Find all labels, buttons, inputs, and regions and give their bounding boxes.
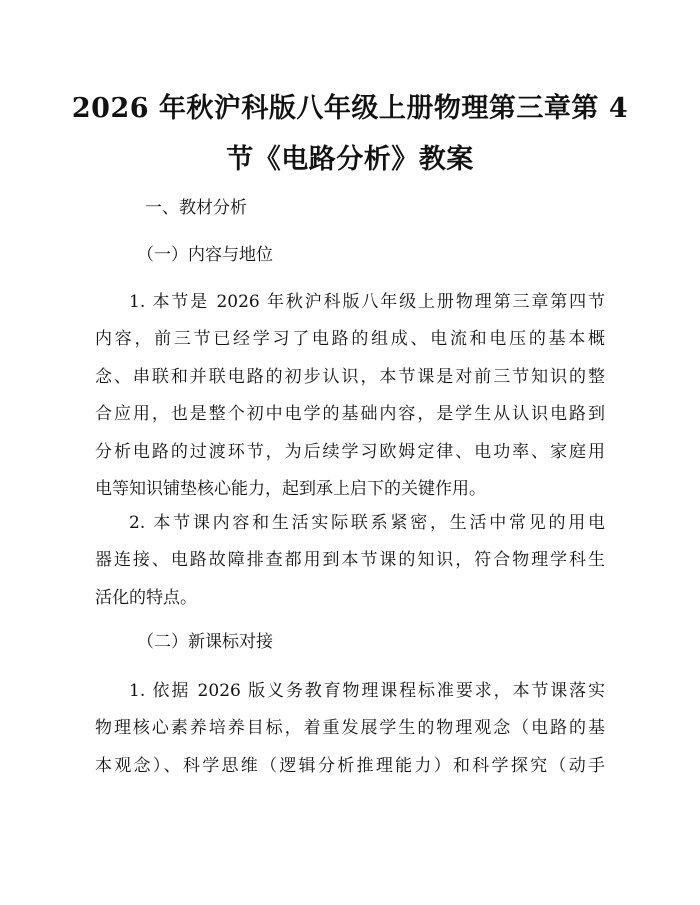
paragraph-line: 2. 本节课内容和生活实际联系紧密，生活中常见的用电: [129, 513, 605, 533]
paragraph-line: 1. 依据 2026 版义务教育物理课程标准要求，本节课落实: [129, 681, 605, 701]
paragraph-line: 电等知识铺垫核心能力，起到承上启下的关键作用。: [95, 479, 486, 500]
paragraph-line: 本观念）、科学思维（逻辑分析推理能力）和科学探究（动手: [95, 755, 605, 776]
paragraph-content-position-1: [95, 284, 605, 508]
section-heading-textbook-analysis: 一、教材分析: [145, 198, 247, 218]
paragraph-line: 1. 本节是 2026 年秋沪科版八年级上册物理第三章第四节: [129, 292, 605, 312]
paragraph-line: 合应用，也是整个初中电学的基础内容，是学生从认识电路到: [95, 404, 605, 425]
paragraph-line: 分析电路的过渡环节，为后续学习欧姆定律、电功率、家庭用: [95, 441, 605, 462]
document-title-line-1: 2026 年秋沪科版八年级上册物理第三章第 4: [71, 93, 629, 124]
subsection-heading-content-and-position: （一）内容与地位: [137, 245, 273, 265]
subsection-heading-new-curriculum: （二）新课标对接: [137, 632, 273, 652]
paragraph-new-curriculum-1: [95, 673, 605, 785]
paragraph-line: 内容，前三节已经学习了电路的组成、电流和电压的基本概: [95, 329, 605, 350]
paragraph-content-position-2: [95, 505, 605, 617]
paragraph-line: 物理核心素养培养目标，着重发展学生的物理观念（电路的基: [95, 718, 605, 739]
paragraph-line: 活化的特点。: [95, 587, 197, 608]
paragraph-line: 念、串联和并联电路的初步认识，本节课是对前三节知识的整: [95, 366, 605, 387]
paragraph-line: 器连接、电路故障排查都用到本节课的知识，符合物理学科生: [95, 550, 605, 571]
document-title-line-2: 节《电路分析》教案: [226, 144, 474, 175]
